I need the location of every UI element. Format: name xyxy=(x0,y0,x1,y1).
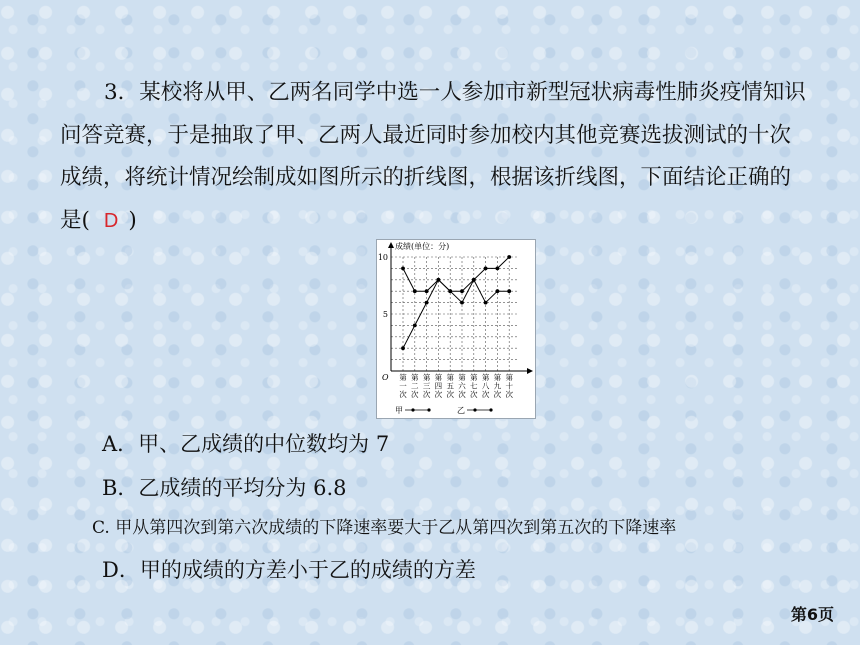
option-b: B．乙成绩的平均分为 6.8 xyxy=(102,476,347,500)
x-tick-label: 第八次 xyxy=(481,373,490,400)
x-tick-label: 第四次 xyxy=(434,373,443,400)
legend-marker xyxy=(411,408,414,411)
question-number: 3． xyxy=(104,80,140,105)
question-body: 某校将从甲、乙两名同学中选一人参加市新型冠状病毒性肺炎疫情知识问答竞赛，于是抽取了甲、乙两人最近同时参加校内其他竞赛选拔测试的十次成绩，将统计情况绘制成如图所示的折线图，根据该折线图，下面结论正确的是( xyxy=(60,80,806,233)
data-point-yi xyxy=(460,289,464,293)
y-axis-arrow xyxy=(388,242,394,248)
y-tick-label: 5 xyxy=(382,310,388,319)
legend-label-jia: 甲 xyxy=(395,406,403,415)
legend-marker xyxy=(427,408,430,411)
data-point-jia xyxy=(425,289,429,293)
question-close: ) xyxy=(128,207,137,233)
line-chart-figure xyxy=(376,239,536,419)
data-point-yi xyxy=(484,301,488,305)
option-d: D．甲的成绩的方差小于乙的成绩的方差 xyxy=(102,558,476,582)
page-number: 第6页 xyxy=(790,605,834,624)
data-point-yi xyxy=(448,289,452,293)
legend-marker xyxy=(473,408,476,411)
data-point-yi xyxy=(437,278,441,282)
x-tick-label: 第一次 xyxy=(399,373,407,400)
answer-letter: D xyxy=(103,209,119,232)
data-point-jia xyxy=(460,301,464,305)
x-tick-label: 第七次 xyxy=(470,373,478,400)
data-point-yi xyxy=(507,289,511,293)
x-tick-label: 第三次 xyxy=(422,373,431,400)
x-tick-label: 第二次 xyxy=(411,373,419,400)
origin-label: O xyxy=(382,373,389,382)
question-text xyxy=(60,72,810,242)
data-point-jia xyxy=(401,267,405,271)
y-axis-label: 成绩(单位：分) xyxy=(395,242,450,251)
data-point-yi xyxy=(401,346,405,350)
x-tick-label: 第六次 xyxy=(458,373,466,400)
legend-label-yi: 乙 xyxy=(457,406,465,415)
x-axis-arrow xyxy=(527,368,533,374)
data-point-jia xyxy=(496,267,500,271)
data-point-jia xyxy=(507,255,511,259)
data-point-yi xyxy=(425,301,429,305)
data-point-yi xyxy=(496,289,500,293)
y-tick-label: 10 xyxy=(377,253,388,262)
option-a: A．甲、乙成绩的中位数均为 7 xyxy=(102,432,390,456)
x-tick-label: 第九次 xyxy=(493,373,502,400)
data-point-jia xyxy=(413,289,417,293)
data-point-jia xyxy=(484,267,488,271)
data-point-yi xyxy=(472,278,476,282)
x-tick-label: 第十次 xyxy=(505,373,513,400)
option-c: C. 甲从第四次到第六次成绩的下降速率要大于乙从第四次到第五次的下降速率 xyxy=(92,518,677,538)
legend-marker xyxy=(489,408,492,411)
data-point-yi xyxy=(413,324,417,328)
x-tick-label: 第五次 xyxy=(446,373,454,400)
line-chart xyxy=(377,240,535,418)
